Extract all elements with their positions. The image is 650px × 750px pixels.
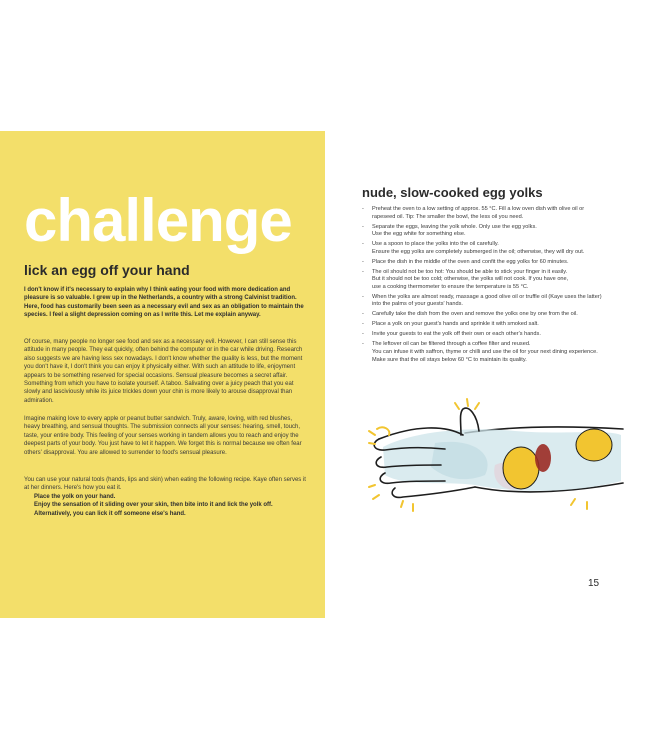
recipe-step-line: You can infuse it with saffron, thyme or chilli and use the oil for your next dining experience. (372, 349, 598, 356)
recipe-step (362, 206, 628, 221)
recipe-step (362, 331, 628, 339)
step-marker: - (362, 223, 364, 230)
page-number: 15 (588, 578, 600, 589)
recipe-step-line: Preheat the oven to a low setting of approx. 55 °C. Fill a low oven dish with olive oil or (372, 206, 585, 212)
recipe-step (362, 311, 628, 319)
step-marker: - (362, 241, 364, 248)
step-marker: - (362, 293, 364, 300)
body-paragraph-1: Of course, many people no longer see food and sex as a necessary evil. However, I can still sense this attitude in many people. They eat quickly, often behind the computer or in the car while driving. Research also suggests we are having less sex nowadays. I don't know whether the quality is less, but the moment you don't have it, I don't think you can enjoy it physically either. With such an attitude to life, enjoyment appears to be something reserved for special occasions. Sensual pleasure becomes a secret affair. Something from which you have to isolate yourself. A taboo. Salivating over a juicy peach that you eat slowly and lasciviously while its juice trickles down your chin is more likely to arouse disapproval than admiration. (24, 339, 303, 404)
recipe-step (362, 321, 628, 329)
recipe-step-line: Ensure the egg yolks are completely submerged in the oil; otherwise, they will dry out. (372, 248, 585, 255)
recipe-step (362, 259, 628, 267)
recipe-step (362, 294, 628, 309)
recipe-step-line: But it should not be too cold; otherwise, the yolks will not cook. If you have one, (372, 276, 569, 283)
recipe-step-line: Make sure that the oil stays below 60 °C to maintain its quality. (372, 356, 527, 363)
recipe-step-line: Carefully take the dish from the oven and remove the yolks one by one from the oil. (372, 311, 578, 318)
step-marker: - (362, 341, 364, 348)
body-paragraph-3: You can use your natural tools (hands, lips and skin) when eating the following recipe. Kaye often serves it at her dinners. Here's how you eat it. (24, 477, 306, 492)
recipe-title: nude, slow-cooked egg yolks (362, 185, 543, 200)
recipe-step-line: into the palms of your guests' hands. (372, 301, 463, 308)
recipe-step-line: Invite your guests to eat the yolk off their own or each other's hands. (372, 331, 541, 338)
recipe-step-line: When the yolks are almost ready, massage a good olive oil or truffle oil (Kaye uses the latter) (372, 293, 602, 300)
chapter-title: challenge (24, 187, 292, 254)
step-marker: - (362, 321, 364, 328)
challenge-subtitle: lick an egg off your hand (24, 262, 190, 278)
recipe-step-line: The oil should not be too hot: You should be able to stick your finger in it easily. (372, 268, 568, 275)
step-marker: - (362, 268, 364, 275)
intro-paragraph: I don't know if it's necessary to explain why I think eating your food with more dedication and pleasure is so valuable. I grew up in the Netherlands, a country with a strong Calvinist tradition. Here, food has customarily been seen as a necessary evil and sex as an obligation to maintain the species. I feel a slight depression coming on as I write this. Let me explain anyway. (24, 287, 304, 319)
recipe-steps-list (362, 206, 628, 367)
step-marker: - (362, 206, 364, 212)
recipe-step-line: Use the egg white for something else. (372, 231, 466, 238)
recipe-step-line: Place a yolk on your guest's hands and sprinkle it with smoked salt. (372, 321, 539, 328)
step-marker: - (362, 311, 364, 318)
recipe-step-line: Use a spoon to place the yolks into the oil carefully. (372, 241, 499, 248)
recipe-step-line: use a cooking thermometer to ensure the temperature is 55 °C. (372, 283, 529, 290)
recipe-step-line: Separate the eggs, leaving the yolk whole. Only use the egg yolks. (372, 223, 537, 230)
step-marker: - (362, 331, 364, 338)
eating-step-1: Place the yolk on your hand. (34, 494, 116, 500)
recipe-step-line: Place the dish in the middle of the oven and confit the egg yolks for 60 minutes. (372, 258, 569, 265)
eating-step-2: Enjoy the sensation of it sliding over your skin, then bite into it and lick the yolk off. (34, 502, 273, 509)
step-marker: - (362, 258, 364, 265)
eating-step-3: Alternatively, you can lick it off someone else's hand. (34, 510, 186, 517)
recipe-step (362, 241, 628, 256)
recipe-step (362, 341, 628, 364)
eating-steps (34, 493, 314, 518)
recipe-step (362, 224, 628, 239)
recipe-step-line: rapeseed oil. Tip: The smaller the bowl, the less oil you need. (372, 213, 524, 220)
body-paragraph-2: Imagine making love to every apple or peanut butter sandwich. Truly, aware, loving, with red blushes, heavy breathing, and sensual thoughts. The submission connects all your senses: hearing, smell, touch, taste, your entire body. This feeling of your senses working in tandem allows you to reach and enjoy the deepest parts of your body. You just have to let it happen. We forget this is normal because we often fear others' disapproval. You are allowed to surrender to food's sensual pleasure. (24, 416, 302, 456)
hand-with-yolks-illustration (365, 395, 627, 520)
recipe-step-line: The leftover oil can be filtered through a coffee filter and reused. (372, 341, 531, 348)
recipe-step (362, 269, 628, 292)
